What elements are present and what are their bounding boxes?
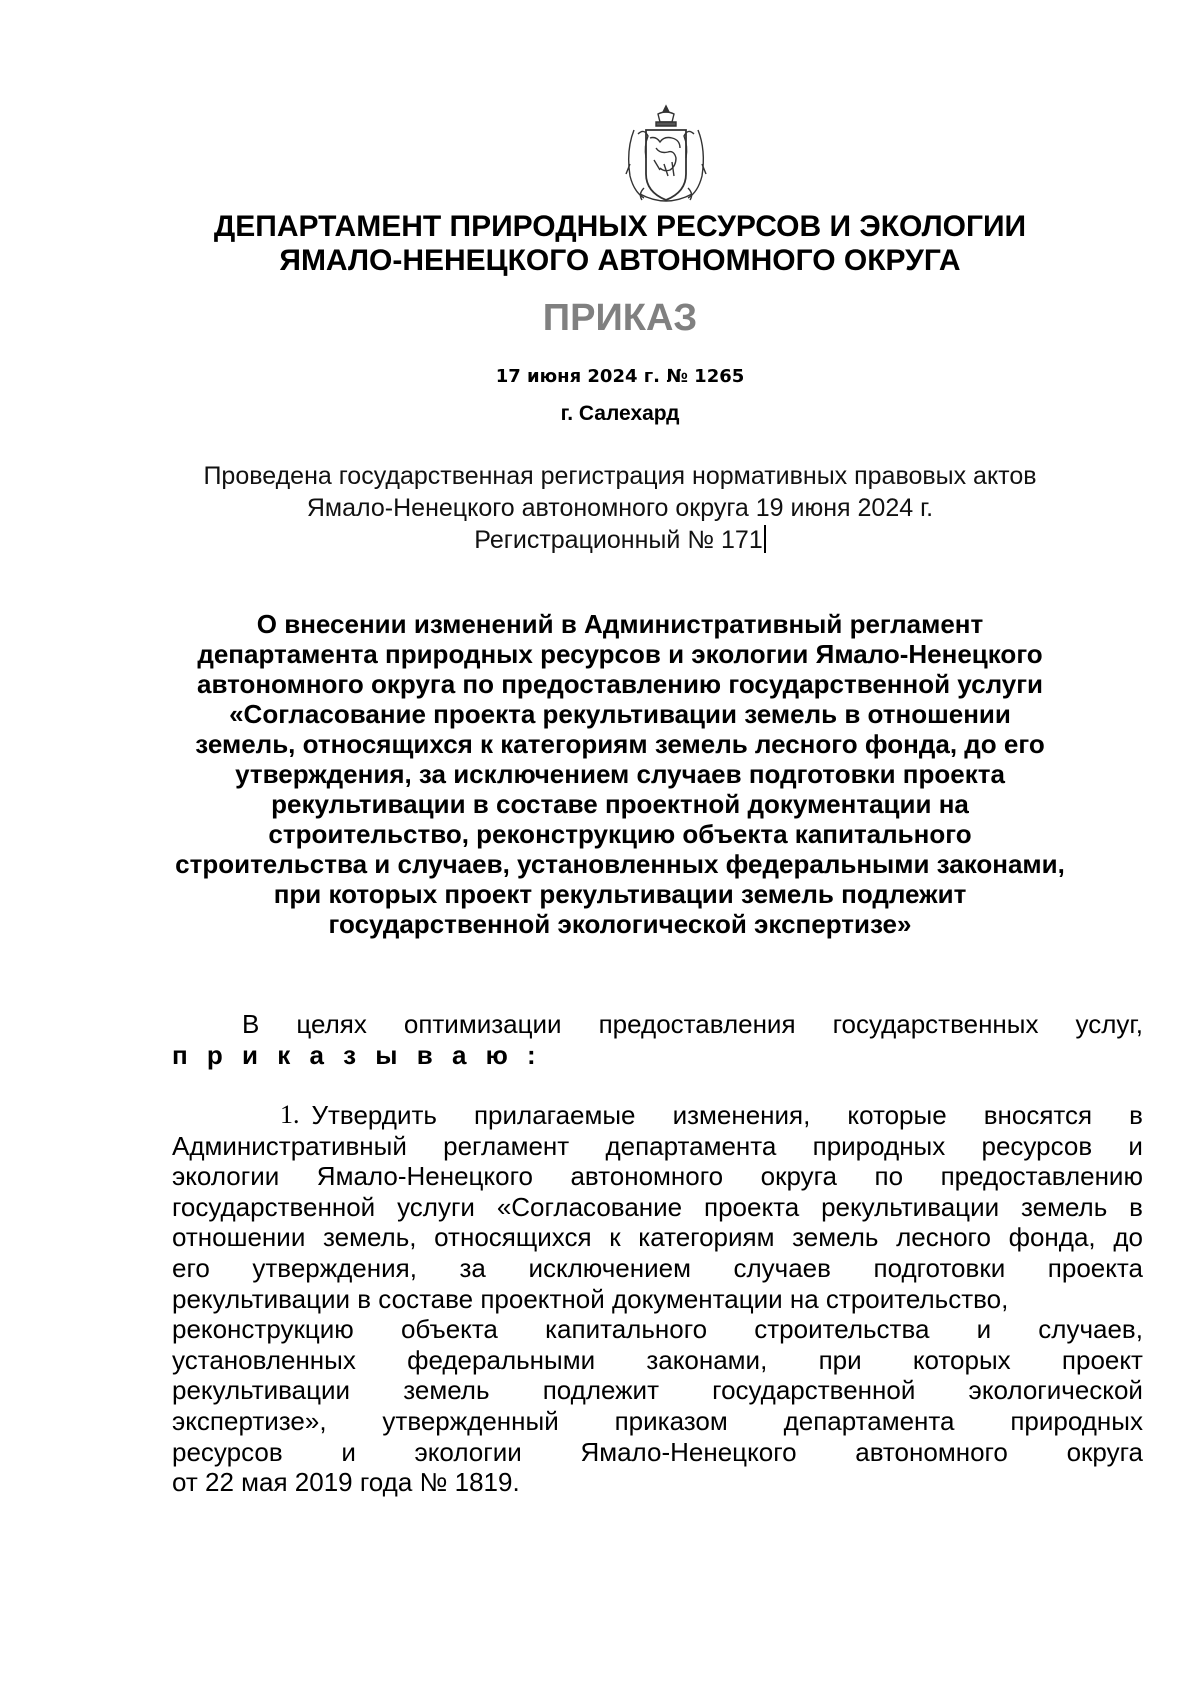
- word: проекта: [704, 1191, 800, 1222]
- title-line: департамента природных ресурсов и экологии Ямало-Ненецкого: [197, 639, 1043, 669]
- word: государственной: [172, 1191, 376, 1222]
- registration-line1: Проведена государственная регистрация нормативных правовых актов: [203, 462, 1037, 490]
- word: округа: [1066, 1436, 1143, 1467]
- word: автономного: [570, 1161, 724, 1192]
- word: в: [1129, 1100, 1143, 1130]
- document-title: [120, 609, 1120, 939]
- word: экспертизе»,: [172, 1405, 327, 1436]
- yamal-coat-of-arms-icon: [620, 104, 712, 208]
- word: природных: [812, 1130, 946, 1161]
- title-line: автономного округа по предоставлению государственной услуги: [196, 669, 1044, 699]
- preamble-line1: [172, 1009, 1143, 1040]
- word: утверждения,: [252, 1252, 417, 1283]
- word: федеральными: [407, 1344, 596, 1375]
- department-name-line1: ДЕПАРТАМЕНТ ПРИРОДНЫХ РЕСУРСОВ И ЭКОЛОГИИ: [213, 210, 1027, 243]
- word: регламент: [443, 1130, 570, 1161]
- word: законами,: [646, 1344, 768, 1375]
- city: г. Салехард: [560, 402, 680, 425]
- word: подлежит: [542, 1375, 659, 1406]
- word: Утвердить: [311, 1100, 437, 1130]
- registration-line3: Регистрационный № 171: [474, 526, 763, 554]
- word: земель: [403, 1375, 490, 1406]
- word: ресурсов: [172, 1436, 283, 1467]
- registration-line3-wrap: [140, 524, 1100, 556]
- word: категориям: [638, 1222, 775, 1253]
- word: и: [976, 1314, 992, 1345]
- word: лесного: [896, 1222, 991, 1253]
- word: объекта: [400, 1314, 498, 1345]
- text-cursor: [764, 525, 766, 553]
- word: отношении: [172, 1222, 306, 1253]
- registration-line2: Ямало-Ненецкого автономного округа 19 июня 2024 г.: [306, 494, 934, 522]
- word: департамента: [605, 1130, 777, 1161]
- word: случаев: [733, 1252, 831, 1283]
- word: Ямало-Ненецкого: [580, 1436, 797, 1467]
- item-1-line: [172, 1345, 1143, 1376]
- word: исключением: [528, 1252, 691, 1283]
- item-1-line: [172, 1406, 1143, 1437]
- word: экологии: [172, 1161, 280, 1192]
- item-1-line: [172, 1131, 1143, 1162]
- item-1-first-line: [312, 1100, 1144, 1131]
- word: государственных: [832, 1009, 1039, 1039]
- item-1-line: рекультивации в составе проектной документации на строительство,: [172, 1283, 1009, 1314]
- word: капитального: [545, 1314, 708, 1345]
- word: по: [874, 1161, 904, 1192]
- word: экологической: [968, 1375, 1143, 1406]
- word: случаев,: [1038, 1314, 1143, 1345]
- word: проекта: [1047, 1252, 1143, 1283]
- document-type: ПРИКАЗ: [542, 297, 698, 339]
- word: земель: [1020, 1191, 1108, 1222]
- item-1-line: [172, 1100, 1143, 1131]
- word: которых: [912, 1344, 1011, 1375]
- title-line: строительства и случаев, установленных федеральными законами,: [175, 849, 1065, 879]
- title-line: рекультивации в составе проектной документации на: [271, 789, 969, 819]
- item-1-line: [172, 1222, 1143, 1253]
- word: при: [818, 1344, 862, 1375]
- department-name: [170, 210, 1070, 278]
- word: относящихся: [434, 1222, 592, 1253]
- item-1-line: [172, 1161, 1143, 1192]
- title-line: «Согласование проекта рекультивации земель в отношении: [229, 699, 1011, 729]
- word: до: [1113, 1222, 1143, 1253]
- word: рекультивации: [172, 1375, 351, 1406]
- word: целях: [296, 1009, 367, 1039]
- word: строительства: [754, 1314, 930, 1345]
- word: к: [609, 1222, 621, 1253]
- word: природных: [1010, 1405, 1143, 1436]
- title-line: О внесении изменений в Административный регламент: [256, 609, 984, 639]
- item-1-line: [172, 1314, 1143, 1345]
- word: услуги: [397, 1191, 475, 1222]
- word: земель: [792, 1222, 879, 1253]
- word: Ямало-Ненецкого: [316, 1161, 533, 1192]
- word: предоставления: [598, 1009, 796, 1039]
- word: утвержденный: [382, 1405, 559, 1436]
- preamble: [172, 1009, 1143, 1070]
- word: реконструкцию: [172, 1314, 354, 1345]
- word: подготовки: [873, 1252, 1006, 1283]
- registration-note: [140, 460, 1100, 556]
- word: его: [172, 1252, 210, 1283]
- item-1-line: [172, 1253, 1143, 1284]
- word: проект: [1061, 1344, 1143, 1375]
- order-word: п р и к а з ы в а ю :: [172, 1039, 542, 1070]
- word: округа: [760, 1161, 838, 1192]
- department-name-line2: ЯМАЛО-НЕНЕЦКОГО АВТОНОМНОГО ОКРУГА: [279, 244, 961, 277]
- item-1: [172, 1100, 1143, 1498]
- word: и: [341, 1436, 356, 1467]
- word: фонда,: [1008, 1222, 1096, 1253]
- word: изменения,: [672, 1100, 811, 1130]
- title-line: при которых проект рекультивации земель подлежит: [273, 879, 967, 909]
- word: государственной: [712, 1375, 916, 1406]
- title-line: государственной экологической экспертизе»: [328, 909, 912, 939]
- word: оптимизации: [403, 1009, 562, 1039]
- word: приказом: [614, 1405, 728, 1436]
- word: вносятся: [983, 1100, 1093, 1130]
- word: за: [459, 1252, 486, 1283]
- word: рекультивации: [821, 1191, 1000, 1222]
- word: автономного: [855, 1436, 1008, 1467]
- item-1-line: от 22 мая 2019 года № 1819.: [172, 1467, 520, 1498]
- title-line: земель, относящихся к категориям земель лесного фонда, до его: [195, 729, 1045, 759]
- word: департамента: [783, 1405, 955, 1436]
- item-1-line: [172, 1375, 1143, 1406]
- title-line: строительство, реконструкцию объекта капитального: [268, 819, 972, 849]
- word: и: [1128, 1130, 1143, 1161]
- word: земель,: [323, 1222, 417, 1253]
- word: ресурсов: [981, 1130, 1093, 1161]
- word: в: [1129, 1191, 1143, 1222]
- item-1-line: [172, 1437, 1143, 1468]
- word: экологии: [414, 1436, 522, 1467]
- item-number: 1.: [280, 1100, 300, 1129]
- word: прилагаемые: [473, 1100, 636, 1130]
- word: Административный: [172, 1130, 407, 1161]
- date-and-number: 17 июня 2024 г. № 1265: [495, 366, 745, 387]
- title-line: утверждения, за исключением случаев подготовки проекта: [235, 759, 1005, 789]
- word: «Согласование: [496, 1191, 683, 1222]
- item-1-line: [172, 1192, 1143, 1223]
- word: услуг,: [1075, 1009, 1143, 1039]
- word: которые: [847, 1100, 947, 1130]
- word: В: [242, 1009, 260, 1039]
- word: предоставлению: [940, 1161, 1143, 1192]
- word: установленных: [172, 1344, 356, 1375]
